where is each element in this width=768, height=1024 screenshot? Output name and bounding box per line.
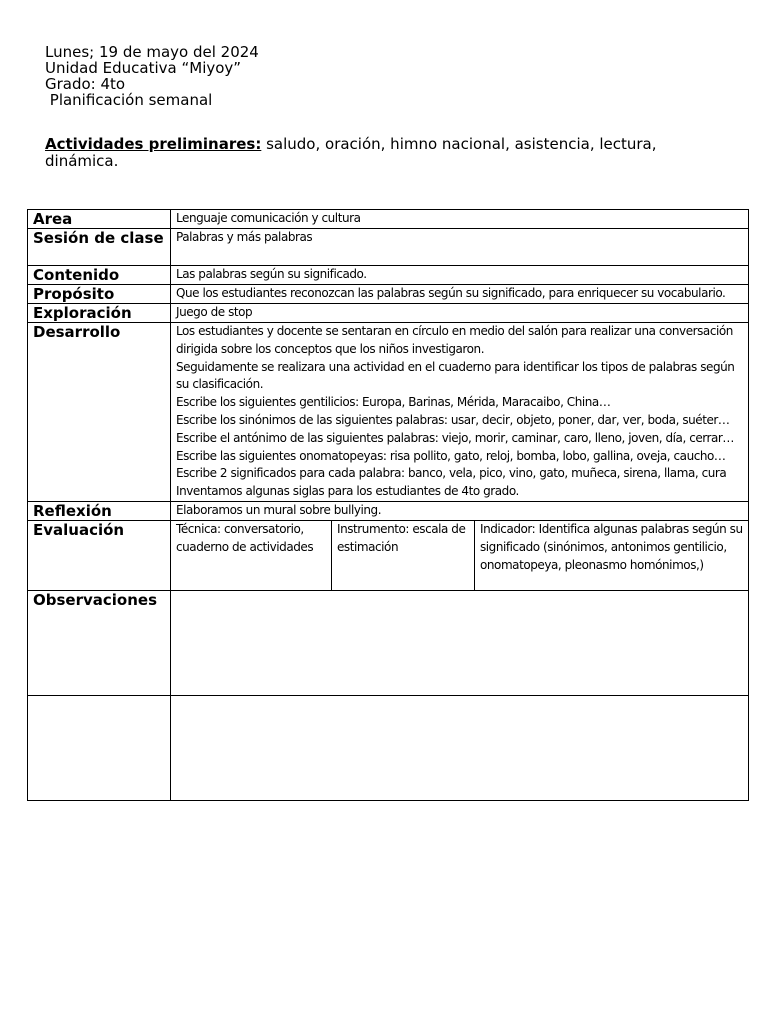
row-contenido [28, 266, 749, 285]
sesion-value: Palabras y más palabras [171, 229, 749, 266]
desarrollo-paragraph: Los estudiantes y docente se sentaran en círculo en medio del salón para realizar una conversación dirigida sobre los conceptos que los niños investigaron. [176, 324, 733, 356]
area-value: Lenguaje comunicación y cultura [171, 210, 749, 229]
preliminary-label: Actividades preliminares: [45, 135, 262, 153]
observaciones-value [171, 590, 749, 695]
row-evaluacion [28, 520, 749, 590]
school-line: Unidad Educativa “Miyoy” [45, 59, 242, 77]
evaluacion-tecnica: Técnica: conversatorio, cuaderno de actividades [176, 521, 314, 554]
row-observaciones [28, 590, 749, 695]
desarrollo-paragraph: Escribe las siguientes onomatopeyas: risa pollito, gato, reloj, bomba, lobo, gallina, oveja, caucho… [176, 448, 726, 463]
document-header [45, 44, 259, 108]
row-proposito [28, 285, 749, 304]
reflexion-label: Reflexión [28, 501, 171, 520]
evaluacion-indicador: Indicador: Identifica algunas palabras según su significado (sinónimos, antonimos gentilicio, onomatopeya, pleonasmo homónimos,) [475, 521, 749, 590]
desarrollo-paragraph: Escribe los siguientes gentilicios: Europa, Barinas, Mérida, Maracaibo, China… [176, 395, 611, 410]
proposito-label: Propósito [28, 285, 171, 304]
grade-line: Grado: 4to [45, 75, 126, 93]
desarrollo-paragraph: Seguidamente se realizara una actividad en el cuaderno para identificar los tipos de palabras según su clasificación. [176, 359, 735, 392]
row-empty [28, 695, 749, 800]
proposito-value: Que los estudiantes reconozcan las palabras según su significado, para enriquecer su vocabulario. [171, 285, 749, 304]
preliminary-activities [45, 136, 725, 170]
row-sesion [28, 229, 749, 266]
empty-value-cell [171, 695, 749, 800]
desarrollo-value [171, 323, 749, 502]
planning-table [27, 209, 749, 801]
evaluacion-subtable [171, 521, 748, 590]
desarrollo-paragraph: Escribe 2 significados para cada palabra: banco, vela, pico, vino, gato, muñeca, sirena, llama, cura [176, 466, 727, 481]
desarrollo-paragraph: Escribe el antónimo de las siguientes palabras: viejo, morir, caminar, caro, lleno, joven, día, cerrar… [176, 430, 734, 445]
sesion-label: Sesión de clase [28, 229, 171, 266]
reflexion-value: Elaboramos un mural sobre bullying. [171, 501, 749, 520]
row-reflexion [28, 501, 749, 520]
plan-title: Planificación semanal [45, 91, 213, 109]
contenido-label: Contenido [28, 266, 171, 285]
evaluacion-instrumento: Instrumento: escala de estimación [332, 521, 475, 590]
row-desarrollo [28, 323, 749, 502]
row-area [28, 210, 749, 229]
contenido-value: Las palabras según su significado. [171, 266, 749, 285]
exploracion-label: Exploración [28, 304, 171, 323]
empty-label-cell [28, 695, 171, 800]
date-line: Lunes; 19 de mayo del 2024 [45, 43, 259, 61]
desarrollo-paragraph: Inventamos algunas siglas para los estudiantes de 4to grado. [176, 484, 519, 499]
exploracion-value: Juego de stop [171, 304, 749, 323]
evaluacion-value [171, 520, 749, 590]
preliminary-text: saludo, oración, himno nacional, asistencia, lectura, dinámica. [45, 135, 657, 170]
evaluacion-label: Evaluación [28, 520, 171, 590]
desarrollo-label: Desarrollo [28, 323, 171, 502]
desarrollo-paragraph: Escribe los sinónimos de las siguientes palabras: usar, decir, objeto, poner, dar, ver, boda, suéter… [176, 412, 730, 427]
observaciones-label: Observaciones [28, 590, 171, 695]
area-label: Area [28, 210, 171, 229]
row-exploracion [28, 304, 749, 323]
